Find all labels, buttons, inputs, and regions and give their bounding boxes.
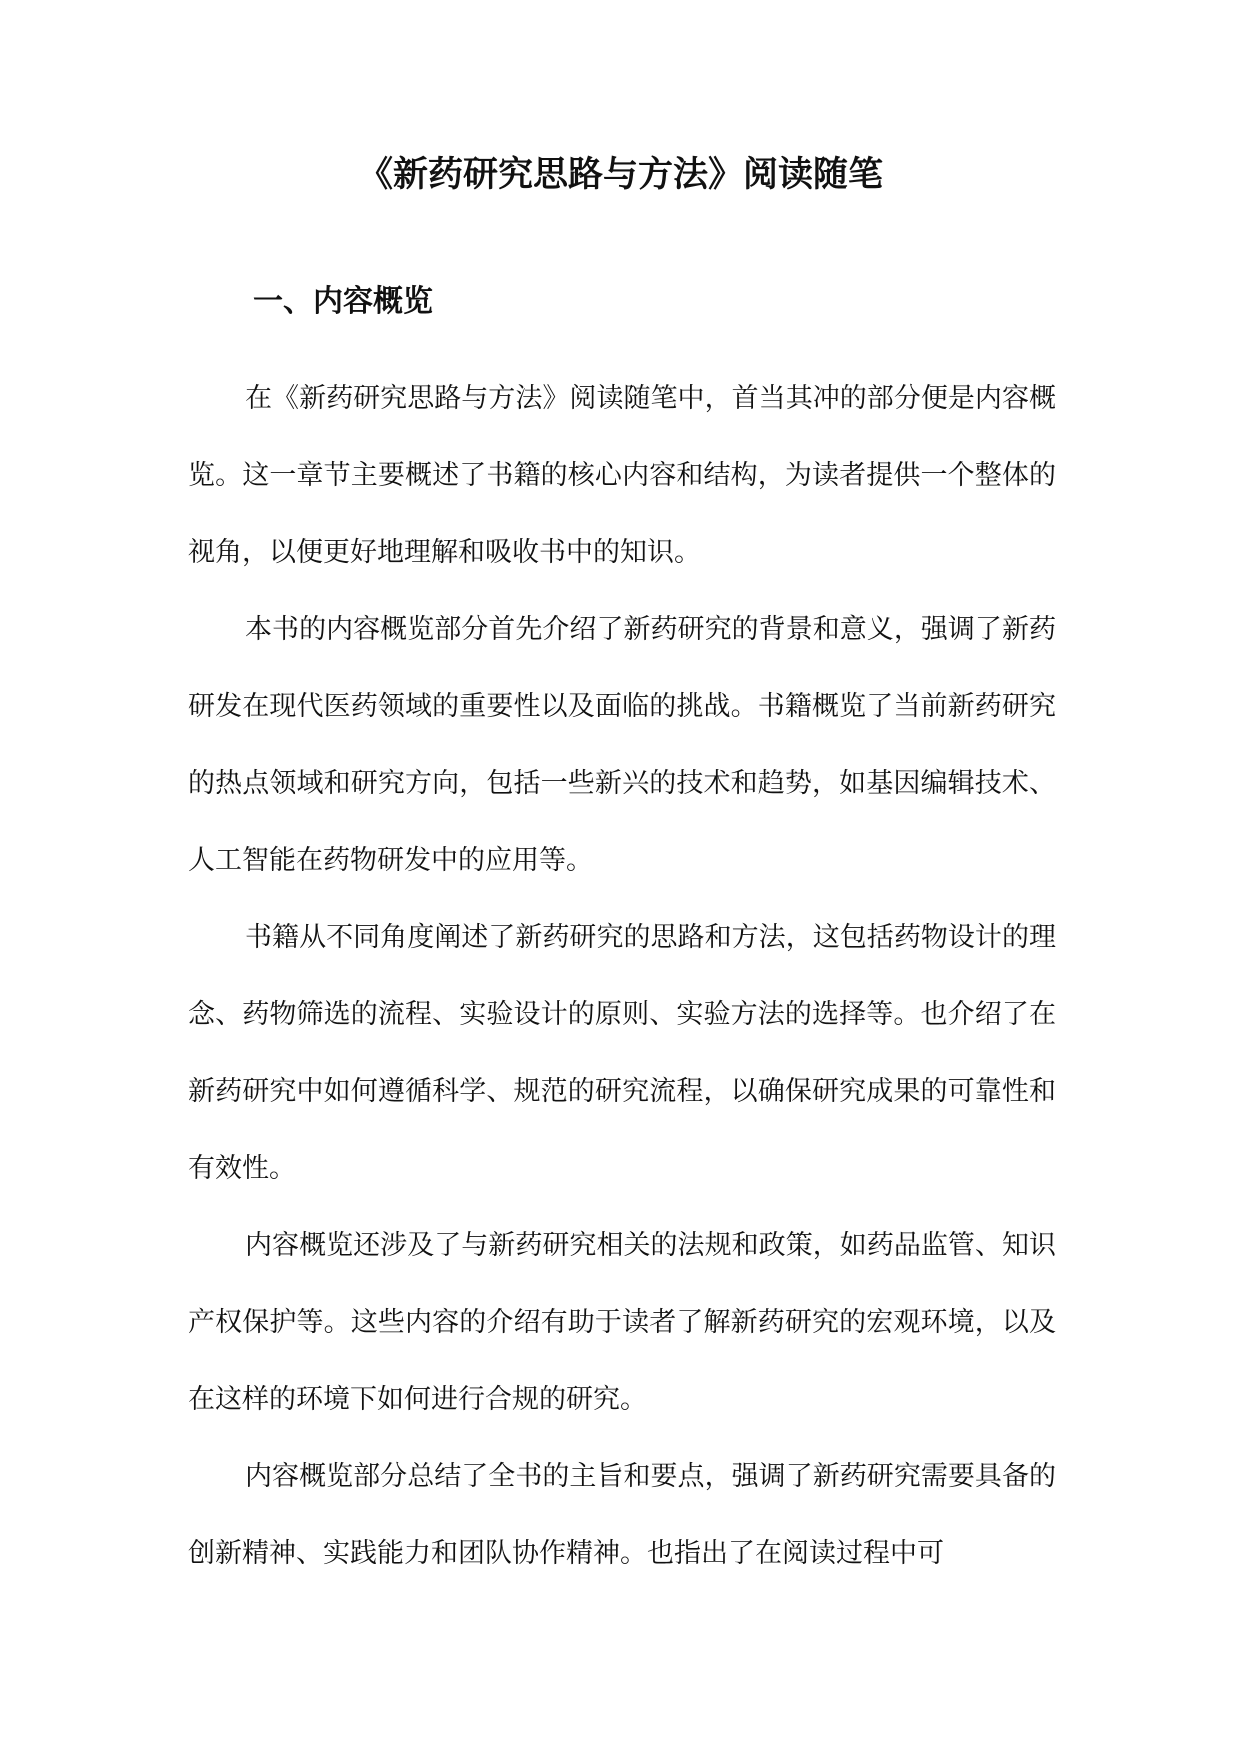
paragraph: 本书的内容概览部分首先介绍了新药研究的背景和意义，强调了新药研发在现代医药领域的重要性以及面临的挑战。书籍概览了当前新药研究的热点领域和研究方向，包括一些新兴的技术和趋势，如基因编辑技术、人工智能在药物研发中的应用等。	[188, 614, 1056, 876]
paragraph: 内容概览部分总结了全书的主旨和要点，强调了新药研究需要具备的创新精神、实践能力和团队协作精神。也指出了在阅读过程中可	[188, 1461, 1056, 1569]
section-heading: 一、内容概览	[253, 284, 433, 319]
paragraph: 书籍从不同角度阐述了新药研究的思路和方法，这包括药物设计的理念、药物筛选的流程、实验设计的原则、实验方法的选择等。也介绍了在新药研究中如何遵循科学、规范的研究流程，以确保研究成果的可靠性和有效性。	[188, 922, 1056, 1184]
document-title: 《新药研究思路与方法》阅读随笔	[357, 154, 883, 195]
section-body	[188, 360, 1056, 1592]
paragraph: 在《新药研究思路与方法》阅读随笔中，首当其冲的部分便是内容概览。这一章节主要概述了书籍的核心内容和结构，为读者提供一个整体的视角，以便更好地理解和吸收书中的知识。	[188, 383, 1056, 568]
paragraph: 内容概览还涉及了与新药研究相关的法规和政策，如药品监管、知识产权保护等。这些内容的介绍有助于读者了解新药研究的宏观环境，以及在这样的环境下如何进行合规的研究。	[188, 1230, 1056, 1415]
